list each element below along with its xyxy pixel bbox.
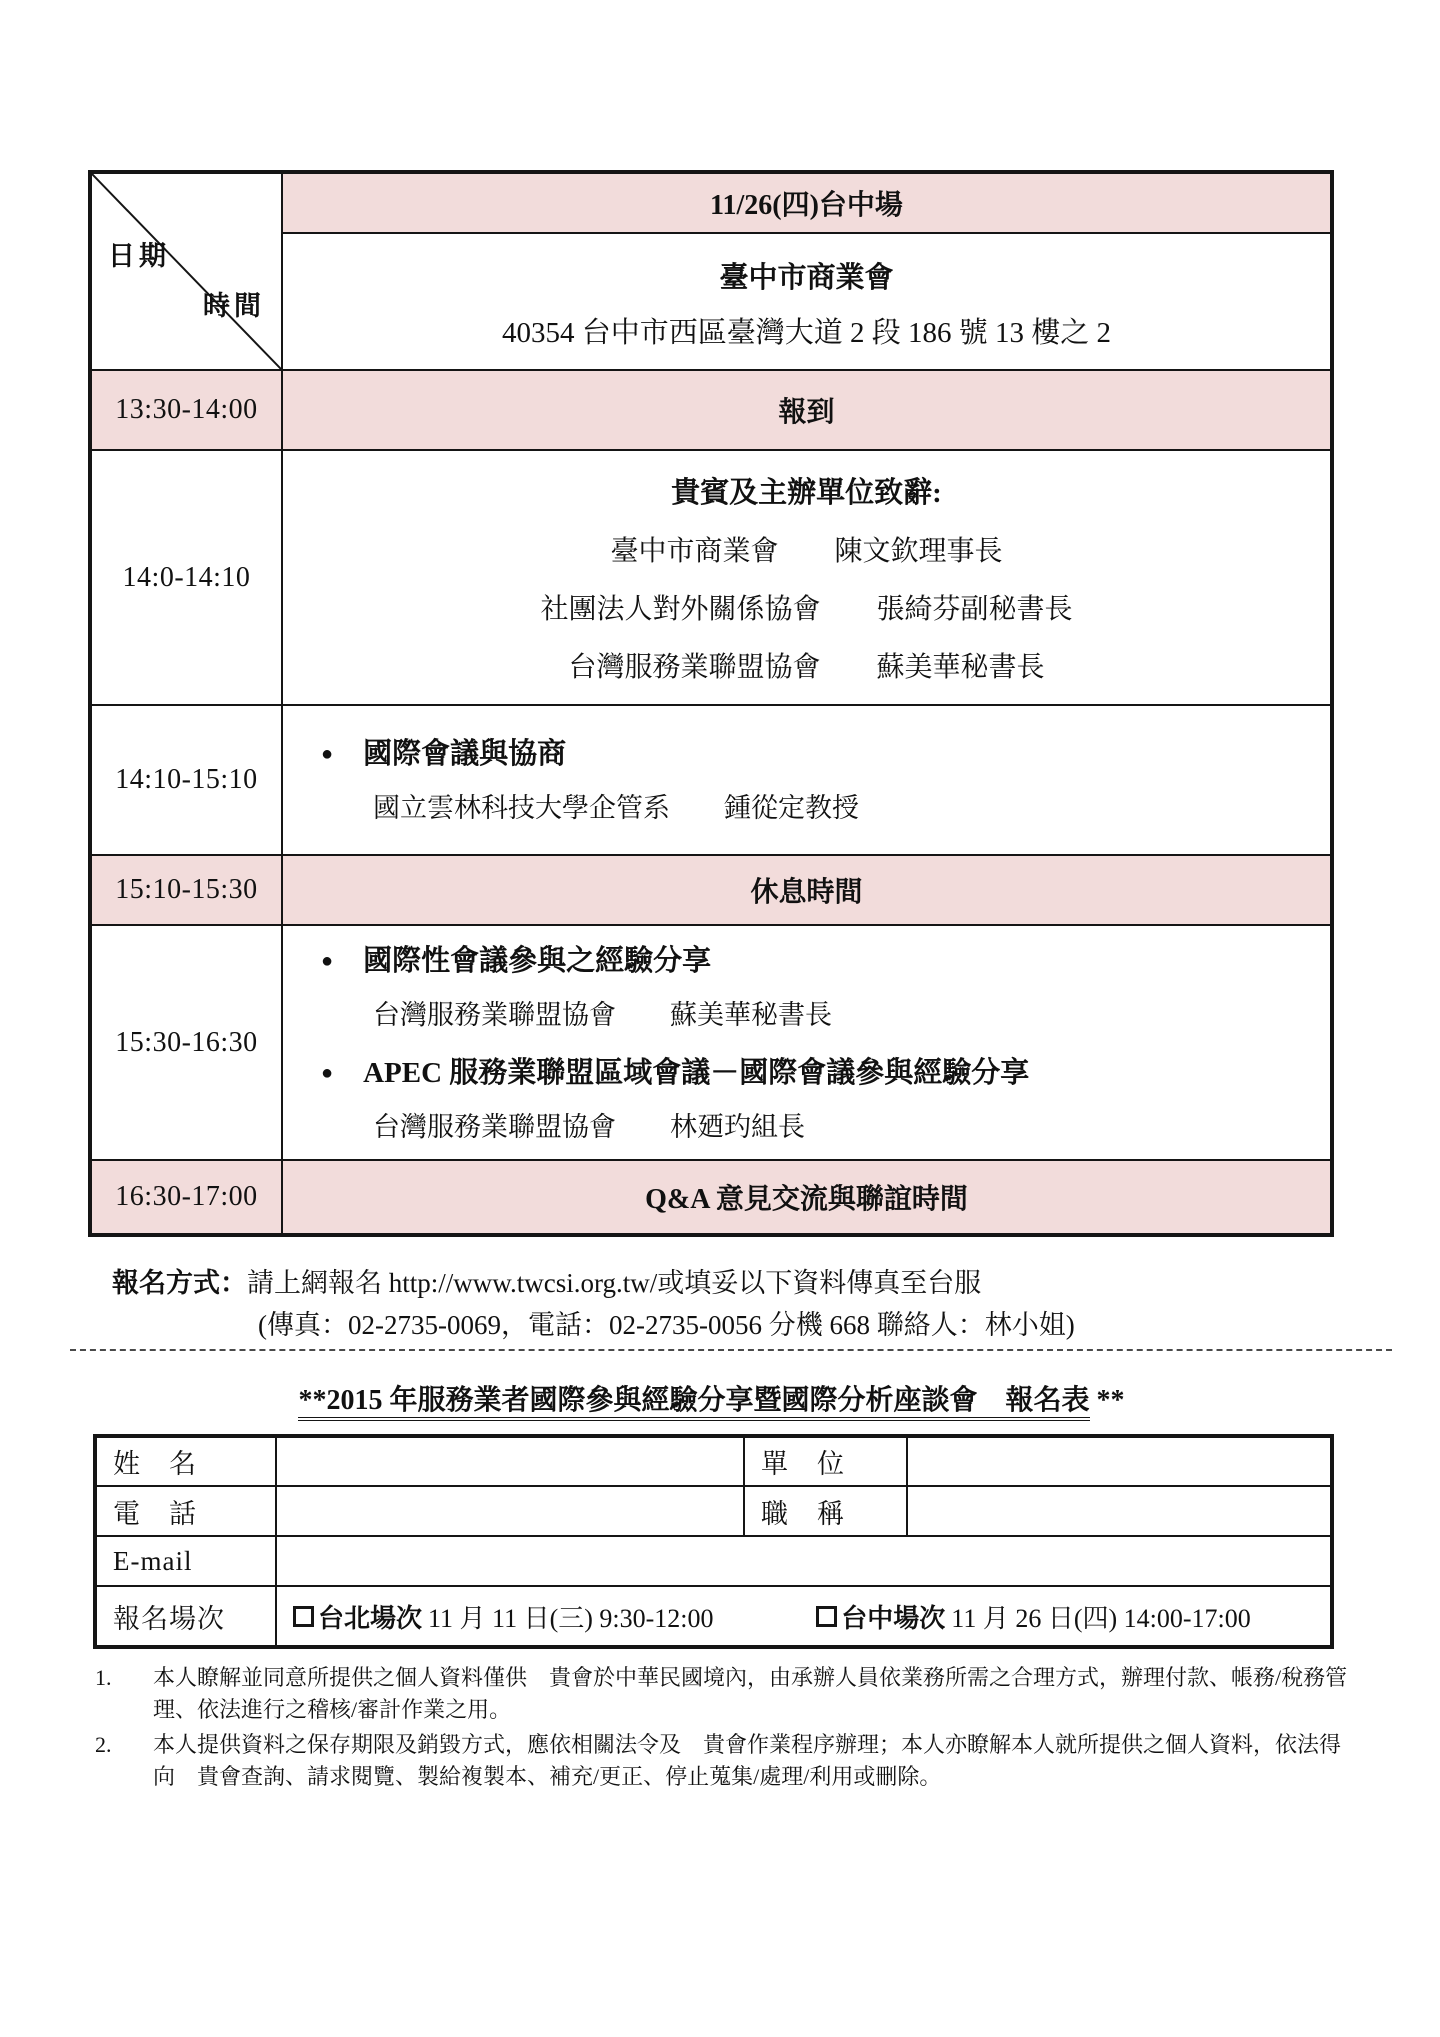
unit-field[interactable] bbox=[907, 1436, 1332, 1486]
time-opening: 14:0-14:10 bbox=[90, 450, 282, 705]
job-title-field[interactable] bbox=[907, 1486, 1332, 1536]
activity-session2 bbox=[282, 925, 1332, 1160]
activity-session1 bbox=[282, 705, 1332, 855]
registration-form-table bbox=[93, 1434, 1334, 1649]
legal-notes bbox=[95, 1662, 1357, 1796]
schedule-table bbox=[88, 170, 1334, 1237]
name-field[interactable] bbox=[276, 1436, 744, 1486]
note-1-text: 本人瞭解並同意所提供之個人資料僅供 貴會於中華民國境內，由承辦人員依業務所需之合理方式，辦理付款、帳務/稅務管理、依法進行之稽核/審計作業之用。 bbox=[153, 1665, 1348, 1722]
taipei-session-label: 台北場次 bbox=[318, 1603, 423, 1633]
activity-break: 休息時間 bbox=[282, 855, 1332, 925]
taichung-session-label: 台中場次 bbox=[841, 1603, 946, 1633]
note-1 bbox=[95, 1662, 1357, 1726]
registration-line2: (傳真：02-2735-0069，電話：02-2735-0056 分機 668 聯絡人：林小姐) bbox=[258, 1310, 1075, 1340]
sessions-label: 報名場次 bbox=[95, 1586, 276, 1647]
session2-topic-2: APEC 服務業聯盟區域會議－國際會議參與經驗分享 bbox=[363, 1056, 1030, 1089]
time-session1: 14:10-15:10 bbox=[90, 705, 282, 855]
job-title-label: 職 稱 bbox=[744, 1486, 907, 1536]
name-label: 姓 名 bbox=[95, 1436, 276, 1486]
form-title-text: 2015 年服務業者國際參與經驗分享暨國際分析座談會 報名表 bbox=[326, 1385, 1090, 1416]
session1-topic: 國際會議與協商 bbox=[363, 738, 567, 770]
session-options-cell bbox=[276, 1586, 1332, 1647]
corner-time-label: 時間 bbox=[203, 291, 265, 321]
registration-instructions bbox=[112, 1262, 1075, 1346]
activity-qa: Q&A 意見交流與聯誼時間 bbox=[282, 1160, 1332, 1235]
venue-address: 40354 台中市西區臺灣大道 2 段 186 號 13 樓之 2 bbox=[501, 317, 1111, 350]
phone-label: 電 話 bbox=[95, 1486, 276, 1536]
time-session2: 15:30-16:30 bbox=[90, 925, 282, 1160]
guest-line: 臺中市商業會 陳文欽理事長 bbox=[610, 536, 1003, 567]
activity-checkin: 報到 bbox=[282, 370, 1332, 450]
guest-line: 台灣服務業聯盟協會 蘇美華秘書長 bbox=[568, 652, 1045, 683]
taichung-session-datetime: 11 月 26 日(四) 14:00-17:00 bbox=[951, 1603, 1251, 1633]
email-label: E-mail bbox=[95, 1536, 276, 1586]
registration-method-text[interactable]: 請上網報名 http://www.twcsi.org.tw/或填妥以下資料傳真至台服 bbox=[247, 1268, 982, 1298]
time-checkin: 13:30-14:00 bbox=[90, 370, 282, 450]
email-field[interactable] bbox=[276, 1536, 1332, 1586]
session2-topic-1: 國際性會議參與之經驗分享 bbox=[363, 944, 712, 977]
note-2-number: 2. bbox=[95, 1732, 112, 1757]
venue-name: 臺中市商業會 bbox=[719, 262, 894, 295]
cut-line-divider bbox=[70, 1349, 1392, 1351]
time-qa: 16:30-17:00 bbox=[90, 1160, 282, 1235]
note-2 bbox=[95, 1729, 1357, 1793]
session-header-cell: 11/26(四)台中場 bbox=[282, 172, 1332, 233]
note-1-number: 1. bbox=[95, 1665, 112, 1690]
session2-speaker-1: 台灣服務業聯盟協會 蘇美華秘書長 bbox=[373, 999, 832, 1030]
activity-opening bbox=[282, 450, 1332, 705]
time-break: 15:10-15:30 bbox=[90, 855, 282, 925]
form-title-suffix: ** bbox=[1089, 1385, 1125, 1416]
taichung-session-option[interactable] bbox=[816, 1598, 1250, 1635]
taipei-session-datetime: 11 月 11 日(三) 9:30-12:00 bbox=[428, 1603, 714, 1633]
note-2-text: 本人提供資料之保存期限及銷毀方式，應依相關法令及 貴會作業程序辦理；本人亦瞭解本人就所提供之個人資料，依法得向 貴會查詢、請求閱覽、製給複製本、補充/更正、停止蒐集/處理/利用或刪除。 bbox=[153, 1732, 1342, 1789]
taipei-session-checkbox[interactable] bbox=[293, 1606, 314, 1627]
bullet-icon: ● bbox=[321, 743, 334, 765]
date-time-corner-cell bbox=[90, 172, 282, 370]
registration-method-label: 報名方式： bbox=[112, 1268, 247, 1298]
bullet-icon: ● bbox=[321, 1061, 334, 1084]
unit-label: 單 位 bbox=[744, 1436, 907, 1486]
session1-speaker: 國立雲林科技大學企管系 鍾從定教授 bbox=[373, 793, 859, 823]
corner-date-label: 日期 bbox=[108, 241, 170, 271]
form-title-prefix: ** bbox=[298, 1385, 327, 1416]
venue-cell bbox=[282, 233, 1332, 370]
taichung-session-checkbox[interactable] bbox=[816, 1606, 837, 1627]
bullet-icon: ● bbox=[321, 949, 334, 972]
phone-field[interactable] bbox=[276, 1486, 744, 1536]
session2-speaker-2: 台灣服務業聯盟協會 林廼玓組長 bbox=[373, 1111, 805, 1142]
taipei-session-option[interactable] bbox=[293, 1598, 714, 1635]
guest-line: 社團法人對外關係協會 張綺芬副秘書長 bbox=[540, 594, 1073, 625]
registration-line1 bbox=[112, 1262, 1075, 1304]
form-title bbox=[93, 1378, 1330, 1418]
opening-heading: 貴賓及主辦單位致辭: bbox=[671, 477, 942, 509]
